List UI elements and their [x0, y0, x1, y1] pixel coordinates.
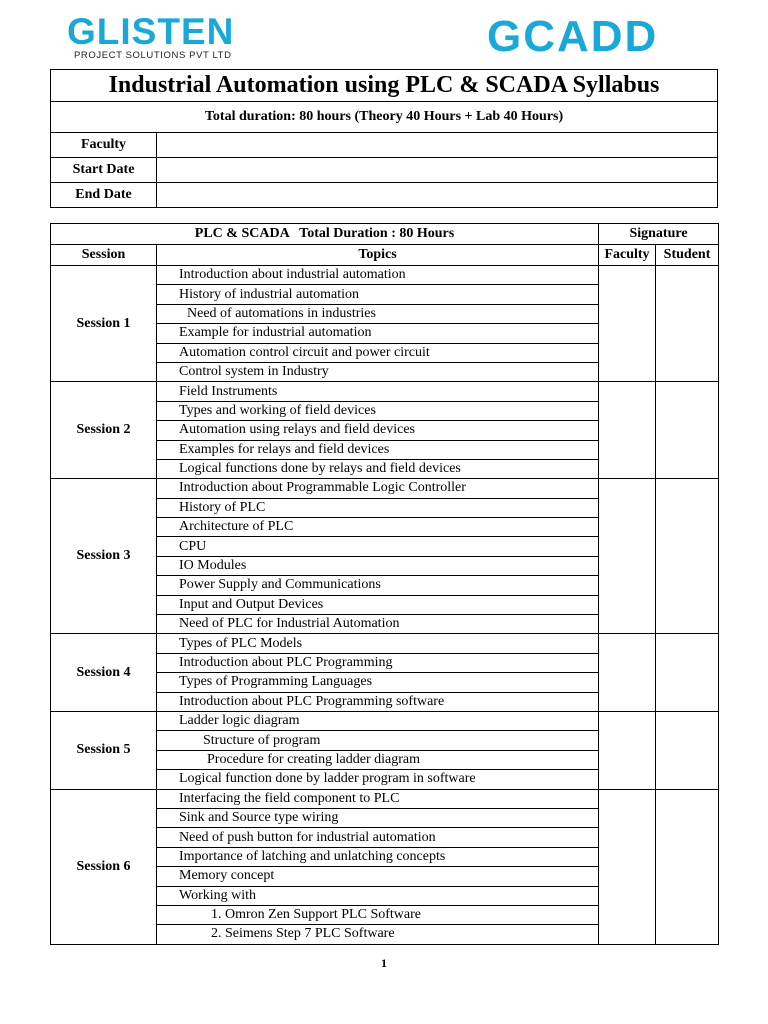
- topic-cell: Field Instruments: [157, 382, 599, 401]
- topic-cell: Introduction about PLC Programming: [157, 653, 599, 672]
- topic-cell: IO Modules: [157, 556, 599, 575]
- topic-cell: Automation using relays and field devices: [157, 421, 599, 440]
- topic-cell: Power Supply and Communications: [157, 576, 599, 595]
- gcadd-logo: GCADD: [487, 12, 659, 61]
- student-signature-cell[interactable]: [656, 711, 719, 789]
- student-signature-cell[interactable]: [656, 266, 719, 382]
- student-signature-cell[interactable]: [656, 382, 719, 479]
- topic-cell: Procedure for creating ladder diagram: [157, 750, 599, 769]
- glisten-logo-tagline: PROJECT SOLUTIONS PVT LTD: [74, 50, 232, 61]
- session-name: Session 5: [51, 711, 157, 789]
- table-header-row-1: [51, 224, 719, 245]
- topic-cell: Examples for relays and field devices: [157, 440, 599, 459]
- header-student: Student: [656, 245, 719, 266]
- topic-cell: Types and working of field devices: [157, 401, 599, 420]
- topic-cell: Need of PLC for Industrial Automation: [157, 615, 599, 634]
- title-box: [50, 69, 718, 208]
- topic-cell: 2. Seimens Step 7 PLC Software: [157, 925, 599, 944]
- faculty-signature-cell[interactable]: [599, 789, 656, 944]
- topic-cell: Introduction about industrial automation: [157, 266, 599, 285]
- topic-cell: Logical function done by ladder program in software: [157, 770, 599, 789]
- table-row: [51, 382, 719, 401]
- glisten-logo-wordmark: GLISTEN: [67, 11, 235, 52]
- table-row: [51, 266, 719, 285]
- topic-cell: Introduction about Programmable Logic Controller: [157, 479, 599, 498]
- topic-cell: Sink and Source type wiring: [157, 808, 599, 827]
- faculty-label: Faculty: [51, 133, 157, 157]
- end-date-label: End Date: [51, 183, 157, 207]
- topic-cell: History of PLC: [157, 498, 599, 517]
- topic-cell: Importance of latching and unlatching concepts: [157, 847, 599, 866]
- header-faculty: Faculty: [599, 245, 656, 266]
- topic-cell: Automation control circuit and power circuit: [157, 343, 599, 362]
- header-topics: Topics: [157, 245, 599, 266]
- table-row: [51, 789, 719, 808]
- table-row: [51, 634, 719, 653]
- start-date-label: Start Date: [51, 158, 157, 182]
- topic-cell: Need of automations in industries: [157, 304, 599, 323]
- faculty-signature-cell[interactable]: [599, 382, 656, 479]
- info-row-start-date: [51, 158, 717, 183]
- topic-cell: Ladder logic diagram: [157, 711, 599, 730]
- header-signature: Signature: [599, 224, 719, 245]
- end-date-value: [157, 183, 717, 207]
- document-title: Industrial Automation using PLC & SCADA Syllabus: [51, 70, 717, 102]
- faculty-value: [157, 133, 717, 157]
- glisten-logo: [67, 11, 277, 61]
- faculty-signature-cell[interactable]: [599, 711, 656, 789]
- faculty-signature-cell[interactable]: [599, 634, 656, 712]
- topic-cell: Interfacing the field component to PLC: [157, 789, 599, 808]
- faculty-signature-cell[interactable]: [599, 266, 656, 382]
- topic-cell: Working with: [157, 886, 599, 905]
- table-row: [51, 479, 719, 498]
- session-name: Session 6: [51, 789, 157, 944]
- student-signature-cell[interactable]: [656, 789, 719, 944]
- faculty-signature-cell[interactable]: [599, 479, 656, 634]
- topic-cell: Input and Output Devices: [157, 595, 599, 614]
- page-number: 1: [381, 956, 387, 970]
- info-row-faculty: [51, 133, 717, 158]
- info-row-end-date: [51, 183, 717, 207]
- student-signature-cell[interactable]: [656, 479, 719, 634]
- topic-cell: History of industrial automation: [157, 285, 599, 304]
- topic-cell: Introduction about PLC Programming software: [157, 692, 599, 711]
- topic-cell: CPU: [157, 537, 599, 556]
- topic-cell: Types of PLC Models: [157, 634, 599, 653]
- session-name: Session 4: [51, 634, 157, 712]
- header-session: Session: [51, 245, 157, 266]
- syllabus-table: [50, 223, 719, 945]
- start-date-value: [157, 158, 717, 182]
- session-name: Session 1: [51, 266, 157, 382]
- session-name: Session 2: [51, 382, 157, 479]
- student-signature-cell[interactable]: [656, 634, 719, 712]
- table-row: [51, 711, 719, 730]
- topic-cell: Architecture of PLC: [157, 518, 599, 537]
- topic-cell: Example for industrial automation: [157, 324, 599, 343]
- topic-cell: Need of push button for industrial automation: [157, 828, 599, 847]
- header-course-duration: PLC & SCADA Total Duration : 80 Hours: [51, 224, 599, 245]
- session-name: Session 3: [51, 479, 157, 634]
- topic-cell: Types of Programming Languages: [157, 673, 599, 692]
- topic-cell: Control system in Industry: [157, 362, 599, 381]
- topic-cell: 1. Omron Zen Support PLC Software: [157, 905, 599, 924]
- total-duration: Total duration: 80 hours (Theory 40 Hours + Lab 40 Hours): [51, 102, 717, 133]
- topic-cell: Structure of program: [157, 731, 599, 750]
- table-header-row-2: [51, 245, 719, 266]
- topic-cell: Memory concept: [157, 867, 599, 886]
- topic-cell: Logical functions done by relays and field devices: [157, 459, 599, 478]
